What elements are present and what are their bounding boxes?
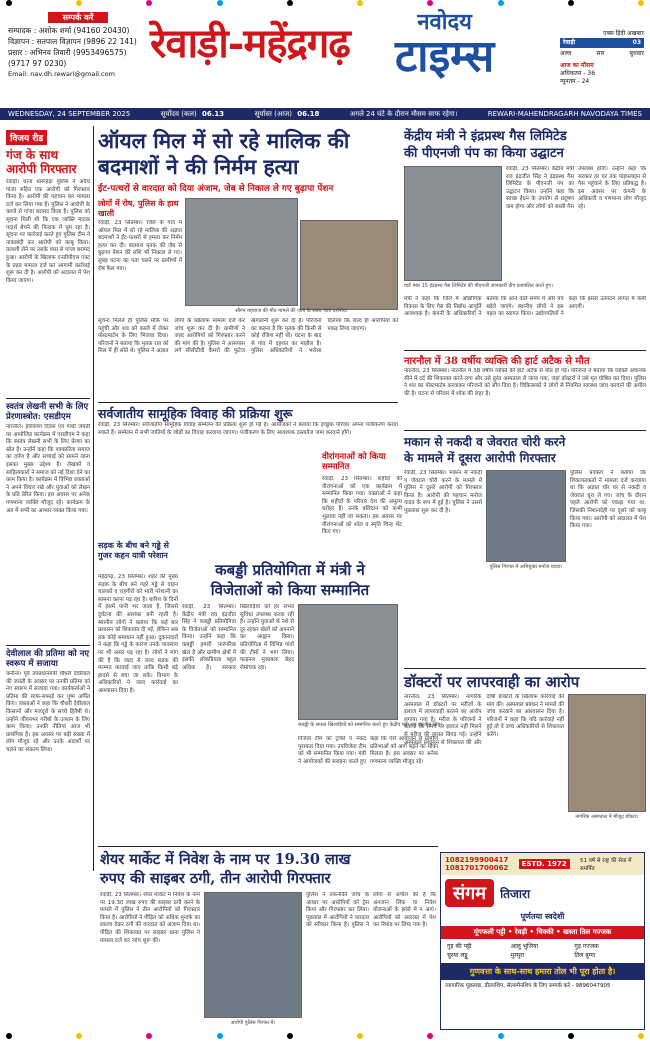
contact-block xyxy=(8,12,148,80)
weather-tagline: अगले 24 घंटे के दौरान मौसम साफ रहेगा। xyxy=(349,109,458,118)
masthead-title-right xyxy=(395,6,495,82)
gas-body-2: मंत्री ने कहा कि जिले में औद्योगिक विकास के लिए गैस की निर्बाध आपूर्ति आवश्यक है। कंपनी के अधिकारियों ने बताया कि आने वाले समय में और पंप खोले जाएंगे। स्थानीय लोगों ने इस पहल का स्वागत किया। उद्योगपतियों ने कहा कि इससे उत्पादन लागत में कमी आएगी। xyxy=(404,296,646,318)
left-subhead-1: स्वतंत्र लेखनी सभी के लिए प्रेरणास्त्रोत: एसडीएम xyxy=(6,402,89,422)
cyber-body-2: पुलिस ने तकनीकी जांच के आधार पर आरोपियों को ट्रेस किया और गिरफ्तार कर लिया। पूछताछ में आरोपियों ने वारदात को स्वीकार किया है। पुलिस ने लोगों से अपील की है कि अनजान लिंक या निवेश योजनाओं के झांसे में न आएं। आरोपियों को अदालत में पेश कर रिमांड पर लिया गया है। xyxy=(306,892,436,929)
info-bar xyxy=(0,108,650,120)
date: WEDNESDAY, 24 SEPTEMBER 2025 xyxy=(8,110,131,118)
main-bullet: लोगों में रोष, पुलिस के हाथ खाली xyxy=(98,198,179,218)
contact-tag: सम्पर्क करें xyxy=(48,12,108,23)
divider xyxy=(404,668,646,669)
ad-phone-1: 1082199900417 xyxy=(445,856,509,864)
weather-max: अधिकतम - 36 xyxy=(560,70,596,77)
sunset-time: 06.18 xyxy=(297,109,320,118)
left-body-2: नारनौल। हरियाणा दिवस एवं गांधी जयंती पर आयोजित कार्यक्रम में एसडीएम ने कहा कि स्वतंत्र लेखनी सभी के लिए प्रेरणा का स्रोत है। उन्होंने कहा कि पत्रकारिता समाज का दर्पण है और सच्चाई को सामने लाना इसका मुख्य उद्देश्य है। लेखकों व साहित्यकारों ने समाज को नई दिशा देने का काम किया है। कार्यक्रम में विभिन्न वक्ताओं ने अपने विचार रखे और युवाओं को लेखन के प्रति प्रेरित किया। इस अवसर पर अनेक गणमान्य व्यक्ति मौजूद रहे। कार्यक्रम के अंत में सभी का आभार व्यक्त किया गया। xyxy=(6,424,90,514)
gas-headline xyxy=(404,128,646,162)
weather-min: न्यूनतम - 24 xyxy=(560,78,590,85)
marriage-body: रेवाड़ी, 23 सितम्बर। सर्वजातीय सामूहिक विवाह सम्मेलन की प्रक्रिया शुरू हो गई है। आयोजकों ने बताया कि इच्छुक परिवार अपना पंजीकरण करवा सकते हैं। सम्मेलन में सभी जातियों के जोड़ों का विवाह करवाया जाएगा। पंजीकरण के लिए आवश्यक दस्तावेज जमा करवाने होंगे। xyxy=(98,422,398,436)
gas-caption: वार्ड नंबर 15 इंद्रप्रस्थ गैस लिमिटेड की पीएनजी जानकारी दीप प्रजवलित करते हुए। xyxy=(404,283,553,289)
cash-headline-line2: के मामले में दूसरा आरोपी गिरफ्तार xyxy=(404,451,556,465)
masthead-title-left: रेवाड़ी-महेंद्रगढ़ xyxy=(150,20,350,67)
pothole-body: महेंद्रगढ़, 23 सितम्बर। शहर की मुख्य सड़क के बीच बने गहरे गड्ढे से वाहन चालकों व राहगीरों को भारी परेशानी का सामना करना पड़ रहा है। बारिश के दिनों में इसमें पानी भर जाता है, जिससे दुर्घटना की आशंका बनी रहती है। स्थानीय लोगों ने बताया कि कई बार प्रशासन को शिकायत दी गई, लेकिन अब तक कोई समाधान नहीं हुआ। दुकानदारों ने कहा कि गड्ढे के कारण उनके व्यवसाय पर भी असर पड़ रहा है। लोगों ने मांग की है कि जल्द से जल्द सड़क की मरम्मत करवाई जाए ताकि किसी बड़े हादसे से बचा जा सके। विभाग के अधिकारियों ने जल्द कार्रवाई का आश्वासन दिया है। xyxy=(98,574,178,694)
cash-headline-line1: मकान से नकदी व जेवरात चोरी करने xyxy=(404,435,566,449)
cyber-body-1: रेवाड़ी, 23 सितम्बर। शेयर मार्केट में निवेश के नाम पर 19.30 लाख रुपए की साइबर ठगी करने के मामले में पुलिस ने तीन आरोपियों को गिरफ्तार किया है। आरोपियों ने पीड़ित को अधिक मुनाफे का लालच देकर ठगी की वारदात को अंजाम दिया था। पीड़ित की शिकायत पर साइबर थाना पुलिस ने मामला दर्ज कर जांच शुरू की। xyxy=(100,892,200,944)
doctor-body: नारनौल, 23 सितम्बर। नागरिक अस्पताल में डॉक्टरों पर मरीजों के इलाज में लापरवाही बरतने का आरोप लगाया गया है। मरीज के परिजनों ने बताया कि समय पर इलाज नहीं मिलने से मरीज की हालत बिगड़ गई। उन्होंने अस्पताल प्रशासन से शिकायत की और दोषी डॉक्टरों के खिलाफ कार्रवाई की मांग की। अस्पताल प्रबंधन ने मामले की जांच करवाने का आश्वासन दिया है। परिजनों ने कहा कि यदि कार्रवाई नहीं हुई तो वे उच्च अधिकारियों से शिकायत करेंगे। xyxy=(404,694,564,746)
ad-phones xyxy=(445,856,508,872)
cash-body-2: पुलिस प्रवक्ता ने बताया कि शिकायतकर्ता ने मामला दर्ज करवाया था कि अज्ञात चोर घर से नकदी व जेवरात चुरा ले गए। जांच के दौरान पहले आरोपी को पकड़ा गया था, जिसकी निशानदेही पर दूसरे को काबू किया गया। आरोपी को अदालत में पेश किया गया। xyxy=(570,470,646,530)
cash-caption: पुलिस गिरफ्त में अभियुक्त मनोज यादव। xyxy=(489,564,563,570)
ad-item: तिल बुग्गा xyxy=(574,952,596,959)
ad-since: 51 वर्ष से राष्ट्र की सेवा में समर्पित xyxy=(579,858,632,872)
row-label: बुधवार xyxy=(629,50,644,57)
ad-band: मूंगफली पट्टी • रेवड़ी • चिक्की • खस्ता तिल गज्जक xyxy=(441,926,644,939)
ad-item: गुड़ गज्जक xyxy=(574,943,599,950)
pothole-headline: सड़क के बीच बने गड्ढे से गुजर कहन यात्री परेशान xyxy=(98,540,169,560)
gas-photo xyxy=(404,166,502,281)
cash-headline xyxy=(404,434,646,466)
kabaddi-headline-line2: विजेताओं को किया सम्मानित xyxy=(210,581,370,599)
main-subhead: ईंट-पत्थरों से वारदात को दिया अंजाम, जेब से निकाल ले गए बुढ़ापा पेंशन xyxy=(98,184,334,194)
ad-item: गुड़ की पट्टी xyxy=(447,943,472,950)
contact-line: (9717 97 0230) xyxy=(8,59,67,68)
kabaddi-body-2: विजेता टीम को ट्रॉफी व नकद पुरस्कार दिया गया। उपविजेता टीम को भी सम्मानित किया गया। मंत्री ने आयोजकों की सराहना करते हुए कहा कि ऐसे आयोजन से ग्रामीण प्रतिभाओं को आगे बढ़ने का मौका मिलता है। इस अवसर पर अनेक गणमान्य व्यक्ति मौजूद रहे। xyxy=(298,736,438,765)
ad-item: आलू भुजिया xyxy=(510,943,539,950)
ad-brand xyxy=(441,875,644,911)
doctor-caption: नागरिक अस्पताल में मौजूद डॉक्टर। xyxy=(575,814,639,820)
contact-email: Email: nav.dh.rewari@gmail.com xyxy=(8,70,115,78)
narnaul-body: नारनौल, 23 सितम्बर। नारनौल में 38 वर्षीय व्यक्ति की हार्ट अटैक से मौत हो गई। परिजनों ने बताया कि व्यक्ति अचानक सीने में दर्द की शिकायत करने लगा और उसे तुरंत अस्पताल ले जाया गया, जहां डॉक्टरों ने उसे मृत घोषित कर दिया। पुलिस ने शव का पोस्टमार्टम करवाकर परिजनों को सौंप दिया है। चिकित्सकों ने लोगों से नियमित स्वास्थ्य जांच करवाने की अपील की है। घटना से परिवार में शोक की लहर है। xyxy=(404,368,646,397)
masthead-row-labels xyxy=(560,50,644,58)
ad-brand-tijara: तिजारा xyxy=(500,886,531,901)
cyber-caption: आरोपी पुलिस गिरफ्त में। xyxy=(230,1020,276,1026)
gas-headline-line1: केंद्रीय मंत्री ने इंद्रप्रस्थ गैस लिमिटेड xyxy=(404,129,567,144)
row-label: सार xyxy=(596,50,605,57)
gas-headline-line2: की पीएनजी पंप का किया उद्घाटन xyxy=(404,146,564,161)
cyber-photo xyxy=(204,892,302,1018)
cyber-headline-line2: रुपए की साइबर ठगी, तीन आरोपी गिरफ्तार xyxy=(100,870,331,887)
ad-items xyxy=(441,939,644,963)
left-subhead-2: देवीलाल की प्रतिमा को नए स्वरूप में सजाया xyxy=(6,649,90,669)
masthead-weather-box xyxy=(560,30,644,86)
main-photo-2 xyxy=(300,220,398,310)
sponsor-label: एक्स हिंदी अखबार xyxy=(603,30,644,37)
sunset-label: सूर्यास्त (आज) xyxy=(254,109,292,118)
ad-estd: ESTD. 1972 xyxy=(519,859,570,869)
edition-name: रेवाड़ी xyxy=(563,39,576,46)
ad-top xyxy=(441,853,644,875)
page-number: 03 xyxy=(632,39,641,46)
row-label: अल्ल xyxy=(560,50,572,57)
doctor-headline: डॉक्टरों पर लापरवाही का आरोप xyxy=(404,673,580,691)
sunset xyxy=(255,110,320,119)
main-caption: सौरभ महाराज की मौत मामले की जांच के संबंध जाय दर्शनीय। xyxy=(235,308,348,314)
main-headline: ऑयल मिल में सो रहे मालिक की बदमाशों ने की निर्मम हत्या xyxy=(98,128,350,179)
divider xyxy=(98,402,398,403)
registration-dots-bottom xyxy=(0,1033,650,1041)
sunrise-label: सूर्योदय (कल) xyxy=(160,109,197,118)
kabaddi-headline xyxy=(182,560,398,600)
gas-body-1: रेवाड़ी, 23 सितम्बर। केंद्रीय मंत्री राव इंद्रजीत सिंह ने इंद्रप्रस्थ गैस लिमिटेड के पीएनजी पंप का उद्घाटन किया। उन्होंने कहा कि स्वच्छ ईंधन के उपयोग से प्रदूषण कम होगा और लोगों को सस्ती गैस उपलब्ध होगी। उन्होंने कहा कि सरकार हर घर तक पाइपलाइन से गैस पहुंचाने के लिए प्रतिबद्ध है। इस अवसर पर कंपनी के अधिकारी व गणमान्य लोग मौजूद रहे। xyxy=(506,166,646,210)
ad-phone-2: 1081701700062 xyxy=(445,864,509,872)
sunrise-time: 06.13 xyxy=(202,109,225,118)
main-photo xyxy=(185,198,298,306)
cash-photo xyxy=(486,470,566,562)
paper-name: REWARI-MAHENDRAGARH NAVODAYA TIMES xyxy=(487,110,642,118)
masthead-title-right-top: नवोदय xyxy=(417,9,472,35)
weather-title: आज का मौसम xyxy=(560,62,594,69)
sunrise xyxy=(161,110,225,119)
cyber-headline-line1: शेयर मार्केट में निवेश के नाम पर 19.30 लाख xyxy=(100,851,351,868)
ad-footer: व्यापारिक पूछताछ, डीलरशिप, सेल्समैनशिप के लिए सम्पर्क करें - 9896047905 xyxy=(445,983,611,989)
ad-brand-sangam: संगम xyxy=(445,879,494,907)
narnaul-headline: नारनौल में 38 वर्षीय व्यक्ति की हार्ट अटैक से मौत xyxy=(404,356,590,367)
kabaddi-headline-line1: कबड्डी प्रतियोगिता में मंत्री ने xyxy=(215,561,365,579)
divider xyxy=(404,350,646,351)
ad-item: चुरमा लड्डू xyxy=(447,952,468,959)
masthead-title-right-main: टाइम्स xyxy=(395,31,495,82)
kabaddi-caption: कबड्डी के सफल खिलाड़ियों को सम्मानित करते हुए केंद्रीय मंत्री राव इंद्रजीत सिंह। xyxy=(298,722,442,728)
edition-bar xyxy=(560,38,644,48)
section-tag: विजय रीड xyxy=(6,130,47,145)
widow-body: रेवाड़ी, 23 सितम्बर। शहीदों की वीरांगनाओं को एक कार्यक्रम में सम्मानित किया गया। वक्ताओं ने कहा कि शहीदों के परिवार देश की अमूल्य धरोहर हैं। उनके बलिदान को कभी भुलाया नहीं जा सकता। इस अवसर पर वीरांगनाओं को शॉल व स्मृति चिन्ह भेंट किए गए। xyxy=(322,476,402,536)
doctor-photo xyxy=(568,694,646,812)
main-body-2: सूचना मिलते ही पुलिस मौके पर पहुंची और शव को कब्जे में लेकर पोस्टमार्टम के लिए भिजवा दिया। परिजनों ने बताया कि मृतक रात को मिल में ही सोते थे। पुलिस ने अज्ञात लोगों के खिलाफ मामला दर्ज कर जांच शुरू कर दी है। ग्रामीणों ने जल्द आरोपियों को गिरफ्तार करने की मांग की है। पुलिस ने आसपास लगे सीसीटीवी कैमरों की फुटेज खंगालनी शुरू कर दी है। परिजनों का कहना है कि मृतक की किसी से कोई रंजिश नहीं थी। घटना के बाद से गांव में दहशत का माहौल है। पुलिस अधिकारियों ने भरोसा दिलाया कि जल्द ही आरोपियों को पकड़ लिया जाएगा। xyxy=(98,318,398,355)
kabaddi-photo xyxy=(298,604,398,720)
marriage-headline: सर्वजातीय सामूहिक विवाह की प्रक्रिया शुरू xyxy=(98,406,293,421)
contact-line: प्रसार : अभिनव तिवारी (9953496575) xyxy=(8,48,127,57)
ad-tagline: पूर्णतया स्वदेशी xyxy=(520,912,565,921)
left-body-3: कनीना। पूर्व उपप्रधानमंत्री चौधरी देवीलाल की जयंती के अवसर पर उनकी प्रतिमा को नए स्वरूप में सजाया गया। कार्यकर्ताओं ने प्रतिमा की साफ-सफाई कर पुष्प अर्पित किए। वक्ताओं ने कहा कि चौधरी देवीलाल किसानों और मजदूरों के सच्चे हितैषी थे। उन्होंने जीवनभर गरीबों के उत्थान के लिए काम किया। उनकी नीतियां आज भी प्रासंगिक हैं। इस अवसर पर बड़ी संख्या में लोग मौजूद रहे और उनके आदर्शों पर चलने का संकल्प लिया। xyxy=(6,671,90,753)
ad-item: मुरमुरा xyxy=(510,952,525,959)
divider xyxy=(98,846,438,847)
divider xyxy=(404,430,646,431)
kabaddi-body-1: रेवाड़ी, 23 सितम्बर। केंद्रीय मंत्री राव इंद्रजीत सिंह ने कबड्डी प्रतियोगिता के विजेताओं को सम्मानित किया। उन्होंने कहा कि कबड्डी हमारी पारंपरिक खेल है और ग्रामीण क्षेत्रों में इसकी लोकप्रियता बहुत अधिक है। सरकार खिलाड़ियों को हर संभव सुविधा उपलब्ध करवा रही है। उन्होंने युवाओं से नशे से दूर रहकर खेलों को अपनाने का आह्वान किया। प्रतियोगिता में विभिन्न गांवों की टीमों ने भाग लिया। फाइनल मुकाबला बेहद रोमांचक रहा। xyxy=(182,604,294,671)
widow-headline: वीरांगनाओं को किया सम्मानित xyxy=(322,452,386,472)
column-divider xyxy=(93,126,94,871)
left-column xyxy=(6,126,90,871)
sangam-tijara-ad xyxy=(440,852,645,1030)
cyber-headline xyxy=(100,850,436,888)
left-headline: गंज के साथ आरोपी गिरफ्तार xyxy=(6,148,77,176)
cash-body-1: रेवाड़ी, 23 सितम्बर। मकान से नकदी व जेवरात चोरी करने के मामले में पुलिस ने दूसरे आरोपी को गिरफ्तार किया है। आरोपी की पहचान मनोज यादव के रूप में हुई है। पुलिस ने उससे पूछताछ शुरू कर दी है। xyxy=(404,470,482,514)
left-body-1: रेवाड़ी। थाना धारूहेड़ा पुलिस ने अवैध गांजा सहित एक आरोपी को गिरफ्तार किया है। आरोपी की पहचान कर मामला दर्ज कर लिया गया है। पुलिस ने आरोपी के कब्जे से गांजा बरामद किया है। पुलिस को सूचना मिली थी कि एक व्यक्ति मादक पदार्थ बेचने की फिराक में घूम रहा है। सूचना पर कार्रवाई करते हुए पुलिस टीम ने नाकाबंदी कर आरोपी को काबू किया। तलाशी लेने पर उसके पास से गांजा बरामद हुआ। आरोपी के खिलाफ एनडीपीएस एक्ट के तहत मामला दर्ज कर आगामी कार्रवाई शुरू कर दी है। आरोपी को अदालत में पेश किया जाएगा। xyxy=(6,179,90,284)
contact-line: विज्ञापन : सतपाल विज्ञापन (9896 22 141) xyxy=(8,37,137,46)
ad-strip: गुणवत्ता के साथ-साथ हमारा तोल भी पूरा होता है। xyxy=(441,963,644,980)
contact-line: सम्पादक : अशोक शर्मा (94160 20430) xyxy=(8,26,130,35)
main-body-1: रेवाड़ी, 23 सितम्बर। जिले के गांव में ऑयल मिल में सो रहे मालिक की अज्ञात बदमाशों ने ईंट-पत्थरों से हमला कर निर्मम हत्या कर दी। बदमाश मृतक की जेब से बुढ़ापा पेंशन की राशि भी निकाल ले गए। सुबह घटना का पता चलने पर ग्रामीणों में रोष फैल गया। xyxy=(98,220,182,272)
registration-dots-top xyxy=(0,0,650,8)
